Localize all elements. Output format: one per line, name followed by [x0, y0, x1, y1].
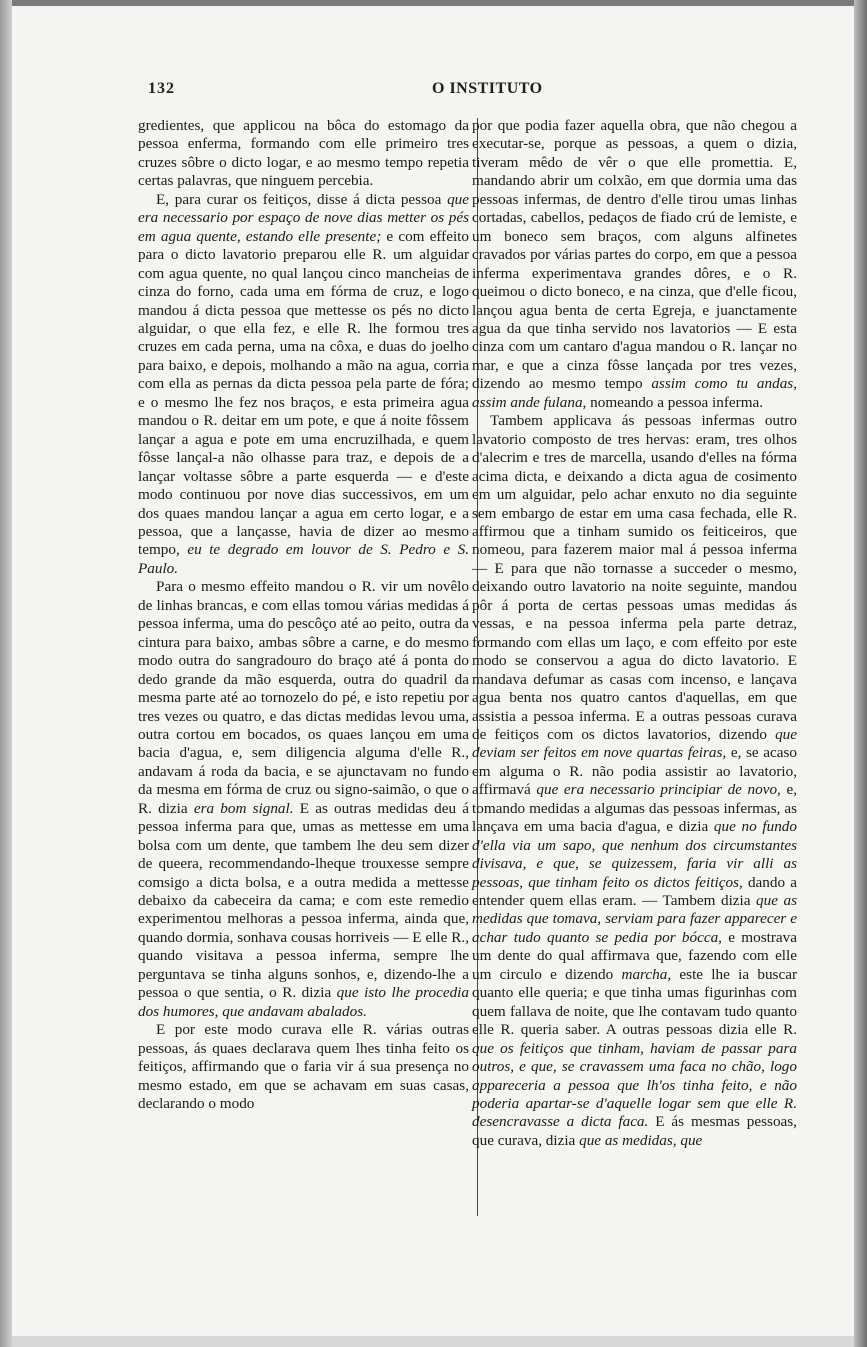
text-run: por que podia fazer aquella obra, que não chegou a executar-se, porque as pessoas, a quem o dizia, tiveram mêdo de vêr o que elle promettia. E, mandando abrir um colxão, em que dormia uma das pessoas infermas, de dentro d'elle tirou umas linhas cortadas, cabellos, pedaços de fiado crú de lemiste, e um boneco sem braços, com alguns alfinetes cravados por várias partes do corpo, em que a pessoa inferma experimentava grandes dôres, e o R. queimou o dicto boneco, e na cinza, que d'elle ficou, lançou agua benta de certa Egreja, e juanctamente agua da que tinha servido nos lavatorios — E esta cinza com um cantaro d'agua mandou o R. lançar no mar, e que a cinza fôsse lançada por tres vezes, dizendo ao mesmo tempo: [472, 117, 797, 393]
text-run: e, se acaso em alguma o R. não podia assistir ao lavatorio, affirmavá: [472, 744, 797, 799]
italic-text: que as medidas, que: [579, 1131, 703, 1149]
italic-text: que era necessario principiar de novo,: [536, 781, 781, 799]
paragraph: [138, 117, 469, 191]
italic-text: era bom signal.: [193, 799, 294, 817]
text-run: nomeando a pessoa inferma.: [586, 393, 764, 411]
italic-text: eu te degrado em louvor de S. Pedro e S. Paulo.: [138, 541, 470, 577]
text-run: dando a entender quem ellas eram. — Tambem dizia: [472, 873, 798, 910]
text-run: gredientes, que applicou na bôca do estomago da pessoa enferma, formando com elle primeiro tres cruzes sôbre o dicto logar, e ao mesmo tempo repetia certas palavras, que ninguem percebia.: [138, 117, 469, 190]
text-run: E as outras medidas deu á pessoa inferma para que, umas as mettesse em uma bolsa com um dente, que tambem lhe deu sem dizer de queera, recommendando-lheque trouxesse sempre comsigo a dicta bolsa, e a outra medida a mettesse debaixo da cabeceira da cama; e com este remedio experimentou melhoras a pessoa inferma, ainda que, quando dormia, sonhava cousas horriveis — E elle R., quando visitava a pessoa inferma, sempre lhe perguntava se tinha alguns sonhos, e, dizendo-lhe a pessoa o que sentia, o R. dizia: [138, 799, 470, 1002]
italic-text: que deviam ser feitos em nove quartas feiras,: [472, 725, 797, 762]
text-column-left: [138, 117, 469, 1113]
text-run: Para o mesmo effeito mandou o R. vir um novêlo de linhas brancas, e com ellas tomou várias medidas á pessoa inferma, uma do pescôço até ao peito, outra da cintura para baixo, ambas sôbre a carne, e do mesmo modo outra do sangradouro do braço até á ponta do dedo grande da mão esquerda, outra do quadril da mesma parte até ao tornozelo do pé, e isto repetiu por tres vezes ou quatro, e das dictas medidas levou uma, outra cortou em bocados, os quaes lançou em uma bacia d'agua, e, sem diligencia alguma d'elle R., andavam á roda da bacia, e se ajunctavam no fundo da mesma em fórma de cruz ou signo-saimão, o que o R. dizia: [138, 578, 469, 817]
text-column-right: [472, 117, 797, 1150]
page-edge-shadow: [854, 0, 867, 1347]
paragraph: [138, 578, 469, 1021]
page-number: 132: [148, 80, 175, 97]
text-run: e, tomando medidas a algumas das pessoas infermas, as lançava em uma bacia d'agua, e dizia: [472, 781, 797, 836]
page-header: [136, 80, 816, 104]
paragraph: [472, 412, 797, 1150]
paragraph: [138, 191, 469, 579]
text-run: Tambem applicava ás pessoas infermas outro lavatorio composto de tres hervas: eram, tres olhos d'alecrim e tres de marcella, usando d'elles na fórma acima dicta, e deixando a dicta agua de cosimento em um alguidar, pelo achar enxuto no dia seguinte sem embargo de estar em uma casa fechada, elle R. affirmou que a tinham sumido os feiticeiros, que nomeou, para fazerem maior mal á pessoa inferma — E para que não tornasse a succeder o mesmo, deixando outro lavatorio na noite seguinte, mandou pôr á porta de certas pessoas umas medidas ás vessas, e na pessoa inferma pela parte detraz, formando com ellas um laço, e com effeito por este modo se conservou a agua do dicto lavatorio. E mandava defumar as casas com incenso, e lançava agua benta nos quatro cantos d'aquellas, em que assistia a pessoa inferma. E a outras pessoas curava de feitiços com os dictos lavatorios, dizendo: [472, 412, 797, 743]
italic-text: que era necessario por espaço de nove dias metter os pés em agua quente, estando elle presente;: [138, 190, 469, 245]
text-run: E por este modo curava elle R. várias outras pessoas, ás quaes declarava quem lhes tinha feito os feitiços, affirmando que o faria vir á sua presença no mesmo estado, em que se achavam em suas casas, declarando o modo: [138, 1021, 469, 1113]
italic-text: que as medidas que tomava, serviam para fazer apparecer e achar tudo quanto se pedia por bócca,: [472, 892, 797, 946]
book-spine-shadow: [0, 0, 12, 1347]
running-title: O INSTITUTO: [432, 80, 543, 97]
italic-text: que no fundo d'ella via um sapo, que nenhum dos circumstantes divisava, e que, se quizessem, faria vir alli as pessoas, que tinham feito os dictos feitiços,: [472, 818, 797, 891]
italic-text: que isto lhe procedia dos humores, que andavam abalados.: [138, 984, 469, 1020]
italic-text: assim como tu andas, assim ande fulana,: [472, 375, 797, 411]
text-run: E ás mesmas pessoas, que curava, dizia: [472, 1113, 797, 1149]
text-run: E, para curar os feitiços, disse á dicta pessoa: [156, 190, 448, 208]
italic-text: que os feitiços que tinham, haviam de passar para outros, e que, se cravassem uma faca no chão, logo appareceria a pessoa que lh'os tinha feito, e não poderia apartar-se d'aquelle logar sem que elle R. desencravasse a dicta faca.: [472, 1039, 797, 1131]
text-run: este lhe ia buscar quanto elle queria; e que tinha umas figurinhas com quem fallava de noite, que lhe contavam tudo quanto elle R. queria saber. A outras pessoas dizia elle R.: [472, 965, 798, 1039]
italic-text: marcha,: [621, 965, 672, 983]
paragraph: [138, 1021, 469, 1113]
text-run: e mostrava um dente do qual affirmava que, fazendo com elle um circulo e dizendo: [472, 928, 797, 983]
text-run: e com effeito para o dicto lavatorio preparou elle R. um alguidar com agua quente, no qual lançou cinco mancheias de cinza do forno, cada uma em fórma de cruz, e logo mandou á dicta pessoa que mettesse os pés no dicto alguidar, o que ella fez, e elle R. lhe formou tres cruzes em cada perna, uma na côxa, e duas do joelho para baixo, e depois, molhando a mão na agua, corria com ella as pernas da dicta pessoa pela parte de fóra; e o mesmo lhe fez nos braços, e esta primeira agua mandou o R. deitar em um pote, e que á noite fôssem lançar a agua e pote em uma encruzilhada, e quem fôsse lançal-a não olhasse para traz, e depois de a lançar voltasse sôbre a parte esquerda — e d'este modo continuou por nove dias successivos, em um dos quaes mandou lançar a agua em certo logar, e a pessoa, que a lançasse, havia de dizer ao mesmo tempo,: [138, 227, 469, 559]
paragraph: [472, 117, 797, 412]
